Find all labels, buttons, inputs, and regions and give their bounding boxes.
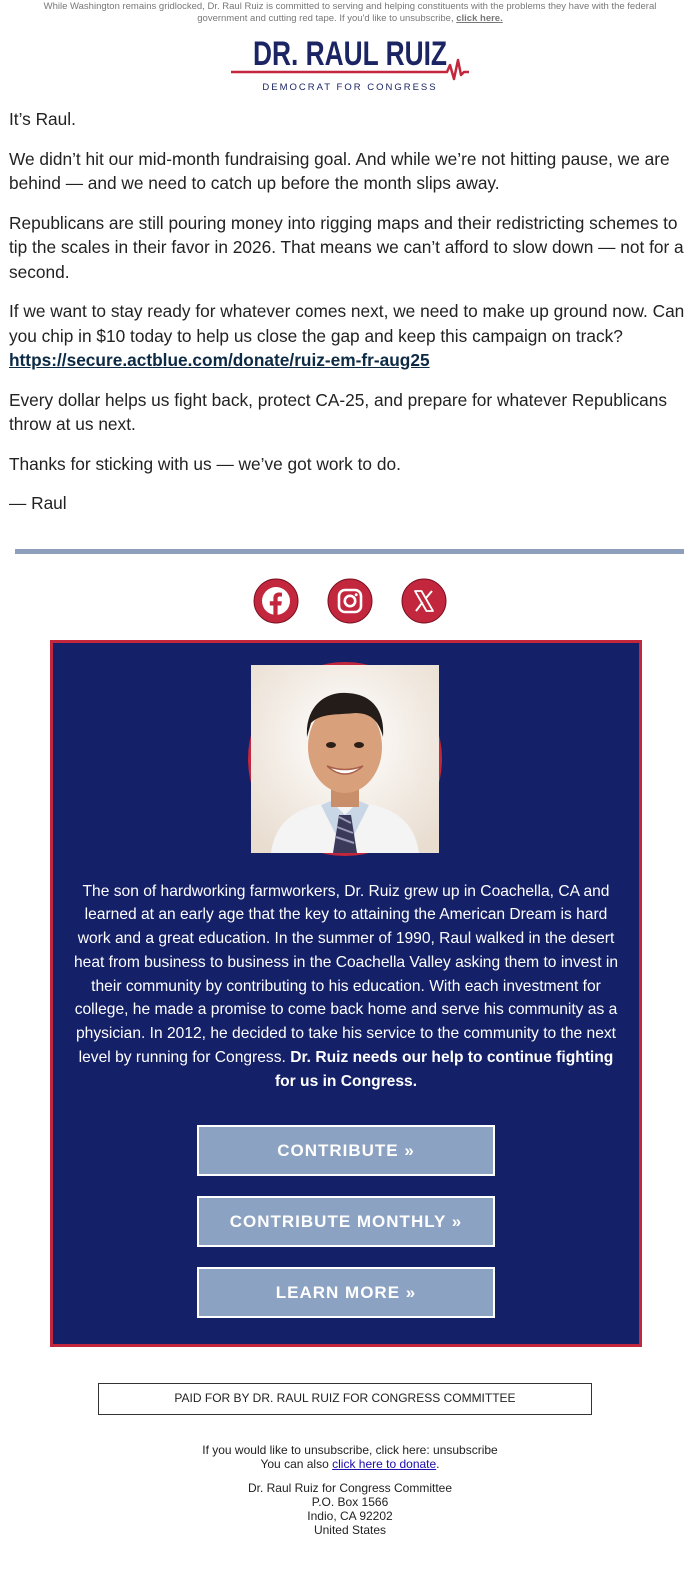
donate-prefix: You can also [260,1456,329,1471]
preheader [0,0,700,25]
bio-text [70,880,622,1094]
donate-link[interactable]: https://secure.actblue.com/donate/ruiz-em-fr-aug25 [9,350,430,370]
address-line-1: Dr. Raul Ruiz for Congress Committee [247,1480,453,1495]
facebook-icon[interactable] [253,578,299,624]
instagram-icon[interactable] [327,578,373,624]
logo-graphic [225,29,475,95]
unsubscribe-link[interactable]: click here. [456,13,503,24]
paragraph-3-text: If we want to stay ready for whatever comes next, we need to make up ground now. Can you chip in $10 today to help us close the gap and keep this campaign on track? [9,301,685,346]
social-links [0,578,700,624]
bio-call-to-action: Dr. Ruiz needs our help to continue fighting for us in Congress. [274,1049,614,1090]
divider [15,549,684,554]
paid-for-disclaimer: PAID FOR BY DR. RAUL RUIZ FOR CONGRESS COMMITTEE [98,1383,592,1415]
paragraph-5: Thanks for sticking with us — we’ve got work to do. [9,453,401,474]
preheader-text: While Washington remains gridlocked, Dr. Raul Ruiz is committed to serving and helping constituents with the problems they have with the federal government and cutting red tape. If you'd like to unsubscribe, [43,1,657,24]
address-line-4: United States [313,1522,387,1537]
signoff: — Raul [9,493,67,513]
logo-tagline: DEMOCRAT FOR CONGRESS [262,82,438,93]
donate-line [0,1457,700,1471]
learn-more-button[interactable]: LEARN MORE » [197,1267,495,1318]
donate-suffix: . [436,1456,440,1471]
logo [0,29,700,95]
greeting: It’s Raul. [9,109,76,129]
unsubscribe-text[interactable]: If you would like to unsubscribe, click here: unsubscribe [202,1442,498,1457]
paragraph-3 [9,299,691,373]
address-line-3: Indio, CA 92202 [307,1508,393,1523]
paragraph-2: Republicans are still pouring money into rigging maps and their redistricting schemes to tip the scales in their favor in 2026. That means we can’t afford to slow down — not for a second. [9,212,684,282]
contribute-button[interactable]: CONTRIBUTE » [197,1125,495,1176]
portrait-photo [248,662,442,856]
footer [0,1443,700,1537]
contribute-monthly-button[interactable]: CONTRIBUTE MONTHLY » [197,1196,495,1247]
address-line-2: P.O. Box 1566 [311,1494,389,1509]
x-icon[interactable] [401,578,447,624]
bio-box [50,640,642,1347]
mailing-address [0,1481,700,1537]
footer-donate-link[interactable]: click here to donate [332,1456,437,1471]
logo-name: DR. RAUL RUIZ [253,35,447,73]
letter-body [0,107,700,516]
bio-paragraph: The son of hardworking farmworkers, Dr. Ruiz grew up in Coachella, CA and learned at an early age that the key to attaining the American Dream is hard work and a great education. In the summer of 1990, Raul walked in the desert heat from business to business in the Coachella Valley asking them to invest in their community by contributing to his education. With each investment for college, he made a promise to come back home and serve his community as a physician. In 2012, he decided to take his service to the community to the next level by running for Congress. [73,882,619,1067]
paragraph-4: Every dollar helps us fight back, protect CA-25, and prepare for whatever Republicans throw at us next. [9,389,667,434]
paragraph-1: We didn’t hit our mid-month fundraising goal. And while we’re not hitting pause, we are behind — and we need to catch up before the month slips away. [9,148,670,193]
